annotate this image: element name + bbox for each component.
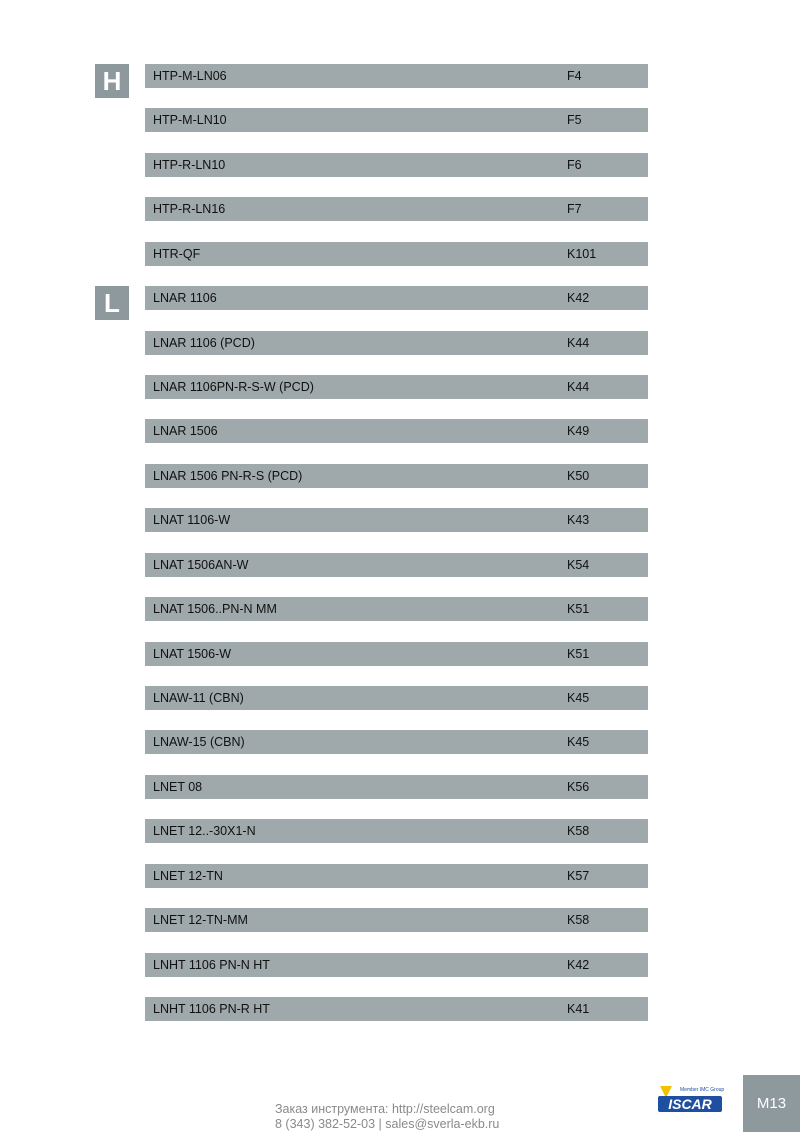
row-product-name: LNHT 1106 PN-N HT (153, 958, 270, 972)
row-product-name: LNAR 1106 (PCD) (153, 336, 255, 350)
row-page-ref: K58 (567, 913, 590, 927)
row-product-name: LNAR 1106PN-R-S-W (PCD) (153, 380, 314, 394)
table-row (145, 819, 648, 843)
row-page-ref: K49 (567, 424, 590, 438)
row-page-ref: K56 (567, 780, 590, 794)
row-page-ref: K45 (567, 735, 590, 749)
row-page-ref: K58 (567, 824, 590, 838)
table-row (145, 108, 648, 132)
row-product-name: LNET 08 (153, 780, 203, 794)
row-product-name: LNAT 1106-W (153, 513, 231, 527)
row-page-ref: K41 (567, 1002, 590, 1016)
row-product-name: LNAR 1506 (153, 424, 218, 438)
table-row (145, 331, 648, 355)
row-page-ref: F7 (567, 202, 582, 216)
row-page-ref: K51 (567, 602, 590, 616)
row-page-ref: K51 (567, 647, 590, 661)
table-row (145, 953, 648, 977)
logo-brand: ISCAR (668, 1096, 712, 1112)
row-product-name: LNAR 1506 PN-R-S (PCD) (153, 469, 303, 483)
footer-phone-email-line: 8 (343) 382-52-03 | sales@sverla-ekb.ru (275, 1117, 500, 1131)
table-row (145, 508, 648, 532)
row-product-name: HTP-R-LN10 (153, 158, 226, 172)
section-letter-h: H (95, 64, 129, 98)
row-page-ref: K45 (567, 691, 590, 705)
row-page-ref: K57 (567, 869, 590, 883)
row-product-name: LNET 12-TN-MM (153, 913, 248, 927)
row-page-ref: K44 (567, 336, 590, 350)
row-page-ref: K54 (567, 558, 590, 572)
table-row (145, 908, 648, 932)
row-product-name: HTP-M-LN10 (153, 113, 227, 127)
row-page-ref: K43 (567, 513, 590, 527)
row-page-ref: K44 (567, 380, 590, 394)
row-product-name: HTP-M-LN06 (153, 69, 227, 83)
table-row (145, 597, 648, 621)
table-row (145, 730, 648, 754)
footer-contact (275, 1102, 499, 1132)
row-product-name: LNET 12-TN (153, 869, 223, 883)
table-row (145, 864, 648, 888)
row-product-name: LNAW-15 (CBN) (153, 735, 245, 749)
iscar-logo-icon (656, 1082, 724, 1114)
row-product-name: LNAT 1506AN-W (153, 558, 249, 572)
table-row (145, 375, 648, 399)
row-page-ref: F6 (567, 158, 582, 172)
table-row (145, 775, 648, 799)
row-page-ref: F5 (567, 113, 582, 127)
table-row (145, 997, 648, 1021)
row-page-ref: K42 (567, 291, 590, 305)
row-page-ref: K101 (567, 247, 597, 261)
table-row (145, 197, 648, 221)
row-product-name: HTR-QF (153, 247, 201, 261)
row-product-name: LNAW-11 (CBN) (153, 691, 244, 705)
table-row (145, 64, 648, 88)
row-product-name: HTP-R-LN16 (153, 202, 226, 216)
row-page-ref: K42 (567, 958, 590, 972)
row-product-name: LNAT 1506-W (153, 647, 232, 661)
row-product-name: LNET 12..-30X1-N (153, 824, 256, 838)
table-row (145, 553, 648, 577)
table-row (145, 464, 648, 488)
footer-order-line: Заказ инструмента: http://steelcam.org (275, 1102, 495, 1116)
row-product-name: LNHT 1106 PN-R HT (153, 1002, 270, 1016)
table-row (145, 286, 648, 310)
table-row (145, 153, 648, 177)
table-row (145, 642, 648, 666)
row-page-ref: F4 (567, 69, 582, 83)
row-page-ref: K50 (567, 469, 590, 483)
section-letter-l: L (95, 286, 129, 320)
logo-tagline: Member IMC Group (680, 1087, 724, 1093)
table-row (145, 686, 648, 710)
row-product-name: LNAR 1106 (153, 291, 217, 305)
page-number: M13 (743, 1075, 800, 1132)
table-row (145, 242, 648, 266)
row-product-name: LNAT 1506..PN-N MM (153, 602, 277, 616)
table-row (145, 419, 648, 443)
